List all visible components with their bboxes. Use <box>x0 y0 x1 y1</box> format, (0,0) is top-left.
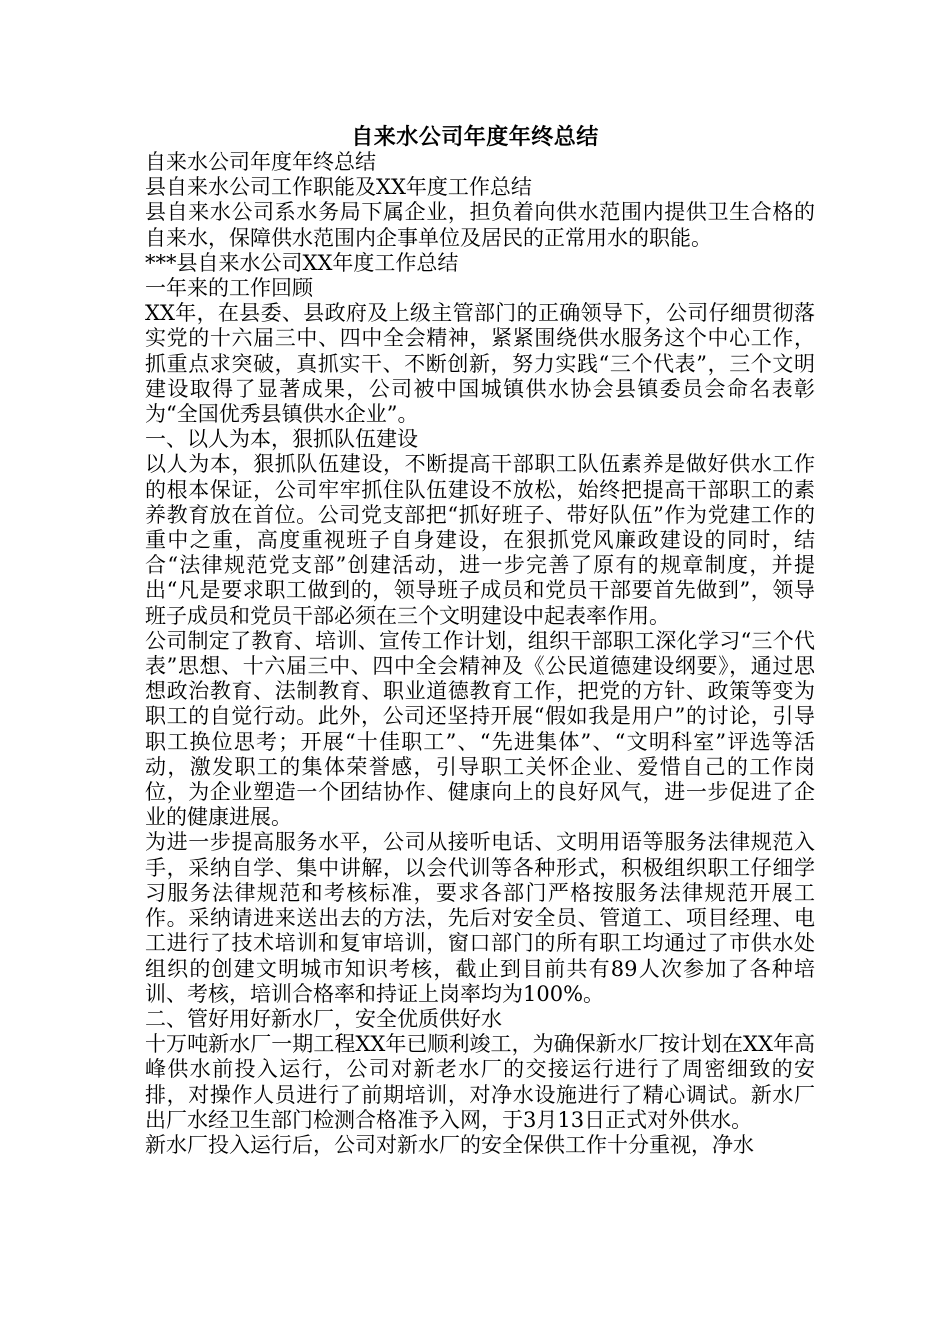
paragraph-training-plan: 公司制定了教育、培训、宣传工作计划，组织干部职工深化学习“三个代表”思想、十六届三中、四中全会精神及《公民道德建设纲要》，通过思想政治教育、法制教育、职业道德教育工作，把党的方针、政策等变为职工的自觉行动。此外，公司还坚持开展“假如我是用户”的讨论，引导职工换位思考；开展“十佳职工”、“先进集体”、“文明科室”评选等活动，激发职工的集体荣誉感，引导职工关怀企业、爱惜自己的工作岗位，为企业塑造一个团结协作、健康向上的良好风气，进一步促进了企业的健康进展。 <box>145 628 815 830</box>
paragraph-service-level: 为进一步提高服务水平，公司从接听电话、文明用语等服务法律规范入手，采纳自学、集中讲解，以会代训等各种形式，积极组织职工仔细学习服务法律规范和考核标准，要求各部门严格按服务法律规范开展工作。采纳请进来送出去的方法，先后对安全员、管道工、项目经理、电工进行了技术培训和复审培训，窗口部门的所有职工均通过了市供水处组织的创建文明城市知识考核，截止到目前共有89人次参加了各种培训、考核，培训合格率和持证上岗率均为100%。 <box>145 830 815 1006</box>
paragraph-heading-duties: 县自来水公司工作职能及XX年度工作总结 <box>145 175 532 200</box>
paragraph-safety: 新水厂投入运行后，公司对新水厂的安全保供工作十分重视，净水 <box>145 1132 754 1157</box>
document-body <box>145 150 815 1158</box>
paragraph-review: XX年，在县委、县政府及上级主管部门的正确领导下，公司仔细贯彻落实党的十六届三中、四中全会精神，紧紧围绕供水服务这个中心工作，抓重点求突破，真抓实干、不断创新，努力实践“三个代表”，三个文明建设取得了显著成果，公司被中国城镇供水协会县镇委员会命名表彰为“全国优秀县镇供水企业”。 <box>145 301 815 427</box>
document-title: 自来水公司年度年终总结 <box>351 124 599 150</box>
paragraph-heading-summary: ***县自来水公司XX年度工作总结 <box>145 250 459 275</box>
paragraph-subtitle: 自来水公司年度年终总结 <box>145 150 376 174</box>
section-heading-2: 二、管好用好新水厂，安全优质供好水 <box>145 1006 502 1031</box>
paragraph-new-plant: 十万吨新水厂一期工程XX年已顺利竣工，为确保新水厂按计划在XX年高峰供水前投入运行，公司对新老水厂的交接运行进行了周密细致的安排，对操作人员进行了前期培训，对净水设施进行了精心调试。新水厂出厂水经卫生部门检测合格准予入网，于3月13日正式对外供水。 <box>145 1032 815 1132</box>
paragraph-company-intro: 县自来水公司系水务局下属企业，担负着向供水范围内提供卫生合格的自来水，保障供水范围内企事单位及居民的正常用水的职能。 <box>145 200 815 250</box>
paragraph-heading-review: 一年来的工作回顾 <box>145 276 313 301</box>
section-heading-1: 一、以人为本，狠抓队伍建设 <box>145 427 418 452</box>
paragraph-team-building: 以人为本，狠抓队伍建设，不断提高干部职工队伍素养是做好供水工作的根本保证，公司牢牢抓住队伍建设不放松，始终把提高干部职工的素养教育放在首位。公司党支部把“抓好班子、带好队伍”作为党建工作的重中之重，高度重视班子自身建设，在狠抓党风廉政建设的同时，结合“法律规范党支部”创建活动，进一步完善了原有的规章制度，并提出“凡是要求职工做到的，领导班子成员和党员干部要首先做到”，领导班子成员和党员干部必须在三个文明建设中起表率作用。 <box>145 452 815 628</box>
